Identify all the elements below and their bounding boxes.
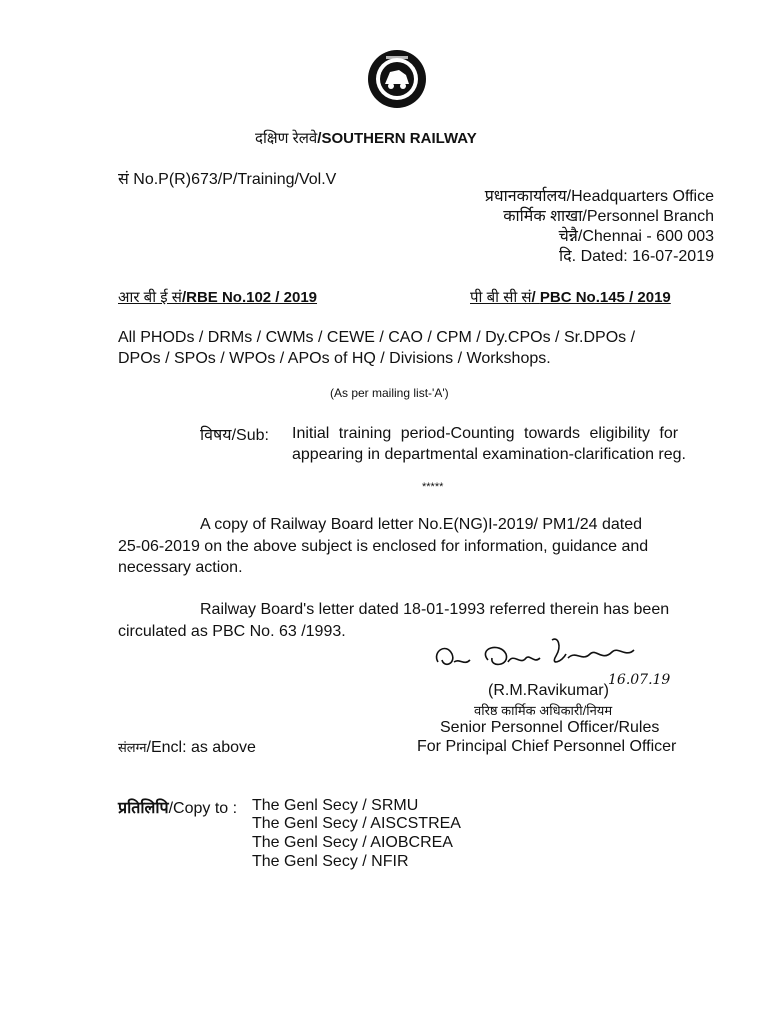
signatory-name: (R.M.Ravikumar) xyxy=(488,682,609,699)
hq-line: प्रधानकार्यालय/Headquarters Office xyxy=(484,188,714,205)
para1-line1: A copy of Railway Board letter No.E(NG)I-2019/ PM1/24 dated xyxy=(200,516,642,533)
copy-to-recipient-4: The Genl Secy / NFIR xyxy=(252,853,409,870)
designation-hindi: वरिष्ठ कार्मिक अधिकारी/नियम xyxy=(474,703,613,718)
addressee-line-2: DPOs / SPOs / WPOs / APOs of HQ / Divisions / Workshops. xyxy=(118,350,551,367)
copy-to-label: प्रतिलिपि/Copy to : xyxy=(118,800,238,817)
enclosure: संलग्न/Encl: as above xyxy=(118,739,256,756)
separator-stars: ***** xyxy=(422,481,444,493)
subject-label: विषय/Sub: xyxy=(200,427,269,444)
org-name-english: SOUTHERN RAILWAY xyxy=(321,130,477,147)
copy-to-recipient-2: The Genl Secy / AISCSTREA xyxy=(252,815,461,832)
para2-line2: circulated as PBC No. 63 /1993. xyxy=(118,623,346,640)
railway-emblem-icon xyxy=(366,48,428,110)
para2-line1: Railway Board's letter dated 18-01-1993 referred therein has been xyxy=(200,601,670,618)
pbc-number: पी बी सी सं/ PBC No.145 / 2019 xyxy=(470,289,671,306)
addressees xyxy=(118,327,635,369)
copy-to-recipient-1: The Genl Secy / SRMU xyxy=(252,797,419,814)
svg-text:16.07.19: 16.07.19 xyxy=(608,672,670,688)
branch-line: कार्मिक शाखा/Personnel Branch xyxy=(503,208,714,225)
addressee-line-1: All PHODs / DRMs / CWMs / CEWE / CAO / CPM / Dy.CPOs / Sr.DPOs / xyxy=(118,329,636,346)
org-name: दक्षिण रेलवे/SOUTHERN RAILWAY xyxy=(255,130,477,147)
org-name-hindi: दक्षिण रेलवे xyxy=(255,130,318,147)
para1-line3: necessary action. xyxy=(118,559,243,576)
subject-text xyxy=(292,423,686,465)
designation: Senior Personnel Officer/Rules xyxy=(440,719,660,736)
reference-number: सं No.P(R)673/P/Training/Vol.V xyxy=(118,171,337,188)
subject-line-1: Initial training period-Counting towards eligibility for xyxy=(292,425,679,442)
subject-line-2: appearing in departmental examination-clarification reg. xyxy=(292,446,686,463)
copy-to-recipient-3: The Genl Secy / AIOBCREA xyxy=(252,834,453,851)
office-address-block xyxy=(485,187,714,267)
rbe-number: आर बी ई सं/RBE No.102 / 2019 xyxy=(118,289,318,306)
for-pcpo-line: For Principal Chief Personnel Officer xyxy=(417,738,677,755)
mailing-list-note: (As per mailing list-'A') xyxy=(330,386,449,400)
date-line: दि. Dated: 16-07-2019 xyxy=(559,248,714,265)
city-line: चेन्नै/Chennai - 600 003 xyxy=(558,228,714,245)
para1-line2: 25-06-2019 on the above subject is enclosed for information, guidance and xyxy=(118,538,649,555)
